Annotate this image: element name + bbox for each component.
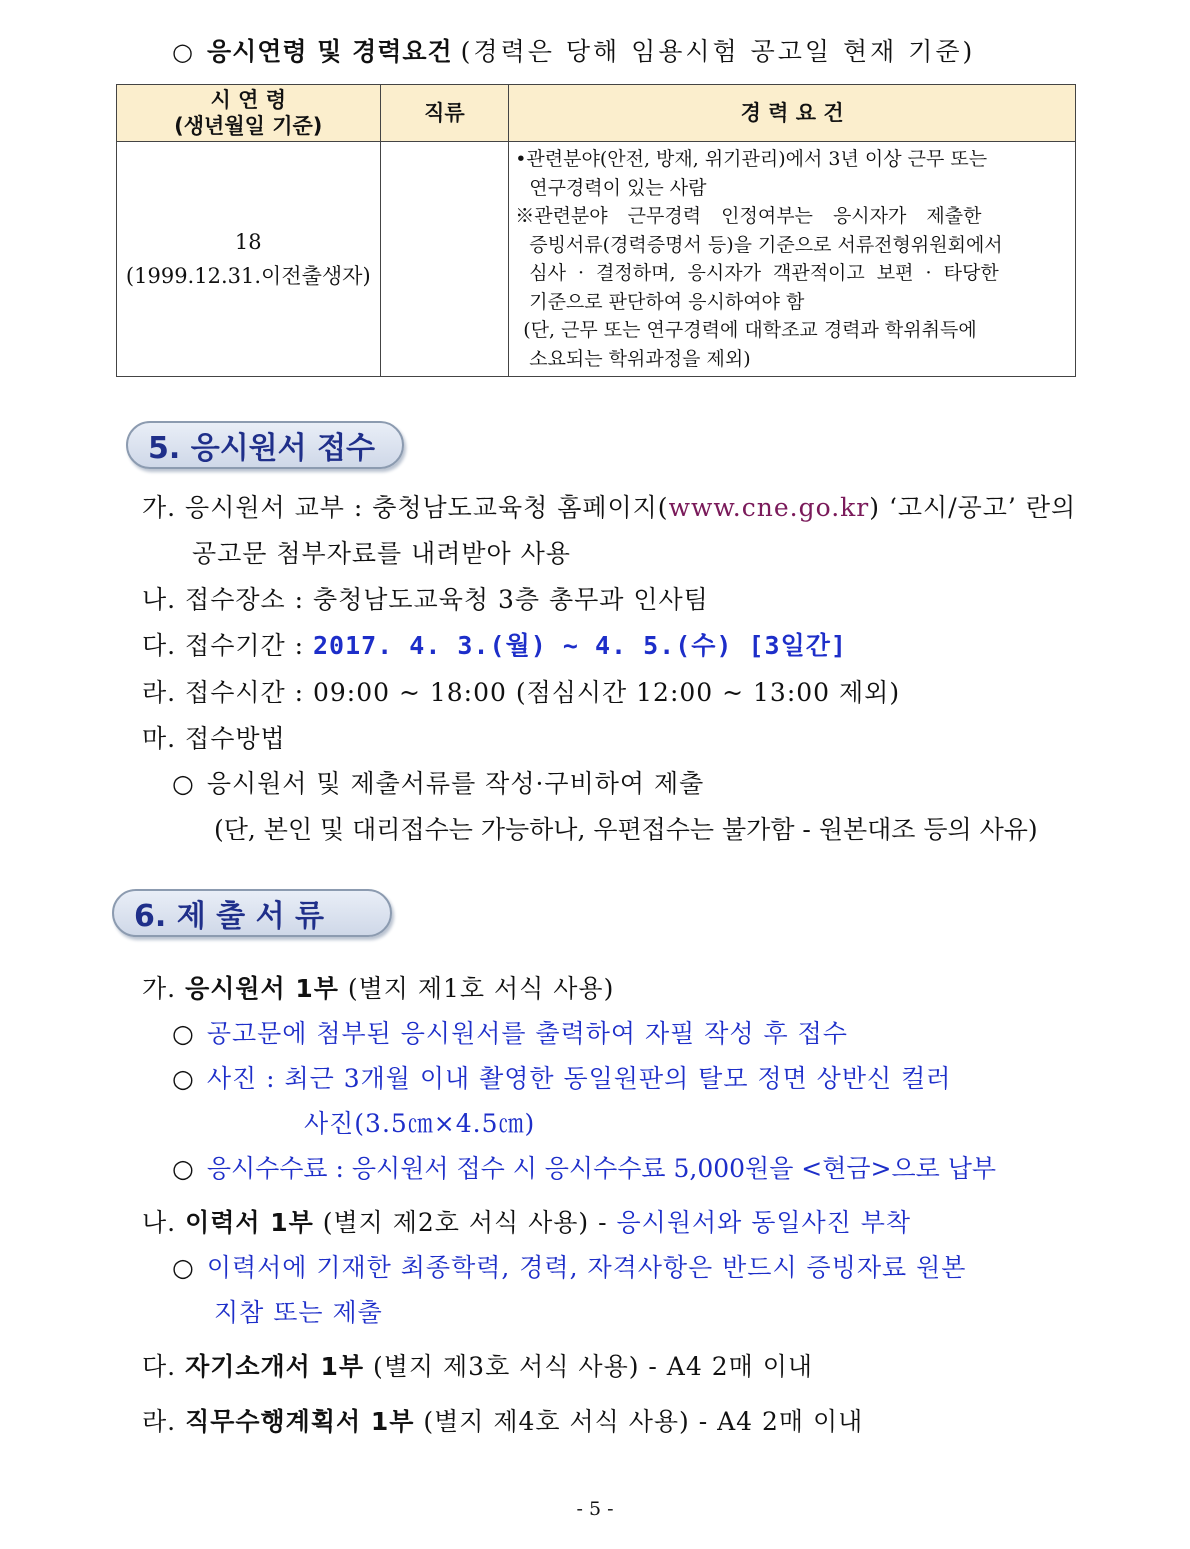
table-header-row xyxy=(117,85,1076,142)
section6-a-item2: 사진 : 최근 3개월 이내 촬영한 동일원판의 탈모 정면 상반신 컬러 xyxy=(206,1064,952,1093)
career-line: •관련분야(안전, 방재, 위기관리)에서 3년 이상 근무 또는 xyxy=(515,148,988,170)
section6-a-bullet3 xyxy=(172,1149,996,1185)
age-born: (1999.12.31.이전출생자) xyxy=(125,264,371,288)
career-line: 연구경력이 있는 사람 xyxy=(529,176,707,199)
section6-b-rest: (별지 제2호 서식 사용) - xyxy=(322,1208,608,1237)
circle-bullet-icon: ○ xyxy=(172,1154,195,1183)
career-line: ※관련분야 근무경력 인정여부는 응시자가 제출한 xyxy=(515,205,982,227)
table-row xyxy=(117,142,1076,377)
career-line: 증빙서류(경력증명서 등)을 기준으로 서류전형위원회에서 xyxy=(529,233,1003,256)
homepage-link[interactable]: www.cne.go.kr xyxy=(668,493,870,522)
section5-item-d: 라. 접수시간 : 09:00 ~ 18:00 (점심시간 12:00 ~ 13:00 제외) xyxy=(142,678,901,707)
section6-title: 6. 제 출 서 류 xyxy=(134,899,324,934)
section5-item-e-bullet xyxy=(172,764,704,800)
section6-c-rest: (별지 제3호 서식 사용) - A4 2매 이내 xyxy=(373,1352,814,1381)
section6-a-bold: 응시원서 1부 xyxy=(185,974,339,1003)
career-line: (단, 근무 또는 연구경력에 대학조교 경력과 학위취득에 xyxy=(523,319,977,341)
requirements-title-note: (경력은 당해 임용시험 공고일 현재 기준) xyxy=(460,37,976,66)
circle-bullet-icon: ○ xyxy=(172,38,193,66)
circle-bullet-icon: ○ xyxy=(172,769,195,798)
requirements-table xyxy=(116,84,1076,377)
section6-c-bold: 자기소개서 1부 xyxy=(185,1352,365,1381)
section5-item-e-note: (단, 본인 및 대리접수는 가능하나, 우편접수는 불가함 - 원본대조 등의 사유) xyxy=(214,815,1038,844)
reception-period: 2017. 4. 3.(월) ~ 4. 5.(수) [3일간] xyxy=(312,631,847,660)
section6-heading xyxy=(112,889,392,937)
section5-a-rest: ) ‘고시/공고’ 란의 xyxy=(869,493,1077,522)
section6-d-rest: (별지 제4호 서식 사용) - A4 2매 이내 xyxy=(423,1407,864,1436)
section6-b-blue: 응시원서와 동일사진 부착 xyxy=(616,1208,912,1237)
header-career: 경 력 요 건 xyxy=(509,85,1076,142)
section6-a-item1: 공고문에 첨부된 응시원서를 출력하여 자필 작성 후 접수 xyxy=(206,1019,848,1048)
cell-career xyxy=(509,142,1076,377)
section6-b-item-cont: 지참 또는 제출 xyxy=(214,1298,383,1327)
cell-age xyxy=(117,142,381,377)
section6-item-c xyxy=(142,1347,813,1383)
section6-b-bullet xyxy=(172,1248,966,1284)
career-line: 심사 · 결정하며, 응시자가 객관적이고 보편 · 타당한 xyxy=(529,262,999,284)
section6-b-item: 이력서에 기재한 최종학력, 경력, 자격사항은 반드시 증빙자료 원본 xyxy=(206,1253,967,1282)
section6-a-bullet1 xyxy=(172,1014,848,1050)
section6-d-bold: 직무수행계획서 1부 xyxy=(185,1407,415,1436)
section6-a-bullet2 xyxy=(172,1059,951,1095)
cell-job xyxy=(380,142,509,377)
section6-c-prefix: 다. xyxy=(142,1352,177,1381)
circle-bullet-icon: ○ xyxy=(172,1064,195,1093)
section6-item-d xyxy=(142,1402,863,1438)
career-line: 소요되는 학위과정을 제외) xyxy=(529,347,751,370)
section6-a-prefix: 가. xyxy=(142,974,177,1003)
section5-c-label: 다. 접수기간 : xyxy=(142,631,305,660)
section5-item-b: 나. 접수장소 : 충청남도교육청 3층 총무과 인사팀 xyxy=(142,585,709,614)
section5-item-a xyxy=(142,488,1076,524)
section6-b-prefix: 나. xyxy=(142,1208,177,1237)
requirements-title xyxy=(172,32,975,68)
career-line: 기준으로 판단하여 응시하여야 함 xyxy=(529,290,805,313)
section6-b-bold: 이력서 1부 xyxy=(185,1208,314,1237)
section6-a-rest: (별지 제1호 서식 사용) xyxy=(347,974,615,1003)
section6-d-prefix: 라. xyxy=(142,1407,177,1436)
page-number: - 5 - xyxy=(576,1498,614,1520)
section5-heading xyxy=(126,421,404,469)
section5-item-a-cont: 공고문 첨부자료를 내려받아 사용 xyxy=(192,539,571,568)
section5-item-c xyxy=(142,626,847,662)
header-age xyxy=(117,85,381,142)
section6-a-item2-cont: 사진(3.5㎝×4.5㎝) xyxy=(304,1109,536,1138)
section5-title: 5. 응시원서 접수 xyxy=(148,431,376,466)
section5-a-label: 가. 응시원서 교부 : 충청남도교육청 홈페이지( xyxy=(142,493,669,522)
section6-item-a xyxy=(142,969,614,1005)
header-job: 직류 xyxy=(380,85,509,142)
age-value: 18 xyxy=(234,230,262,254)
section6-a-item3: 응시수수료 : 응시원서 접수 시 응시수수료 5,000원을 <현금>으로 납부 xyxy=(206,1154,997,1183)
section5-e-item: 응시원서 및 제출서류를 작성·구비하여 제출 xyxy=(206,769,705,798)
header-age-line2: (생년월일 기준) xyxy=(174,114,323,138)
circle-bullet-icon: ○ xyxy=(172,1019,195,1048)
circle-bullet-icon: ○ xyxy=(172,1253,195,1282)
section5-item-e: 마. 접수방법 xyxy=(142,724,286,753)
header-age-line1: 시 연 령 xyxy=(210,88,287,112)
section6-item-b xyxy=(142,1203,911,1239)
requirements-title-bold: 응시연령 및 경력요건 xyxy=(206,37,453,66)
